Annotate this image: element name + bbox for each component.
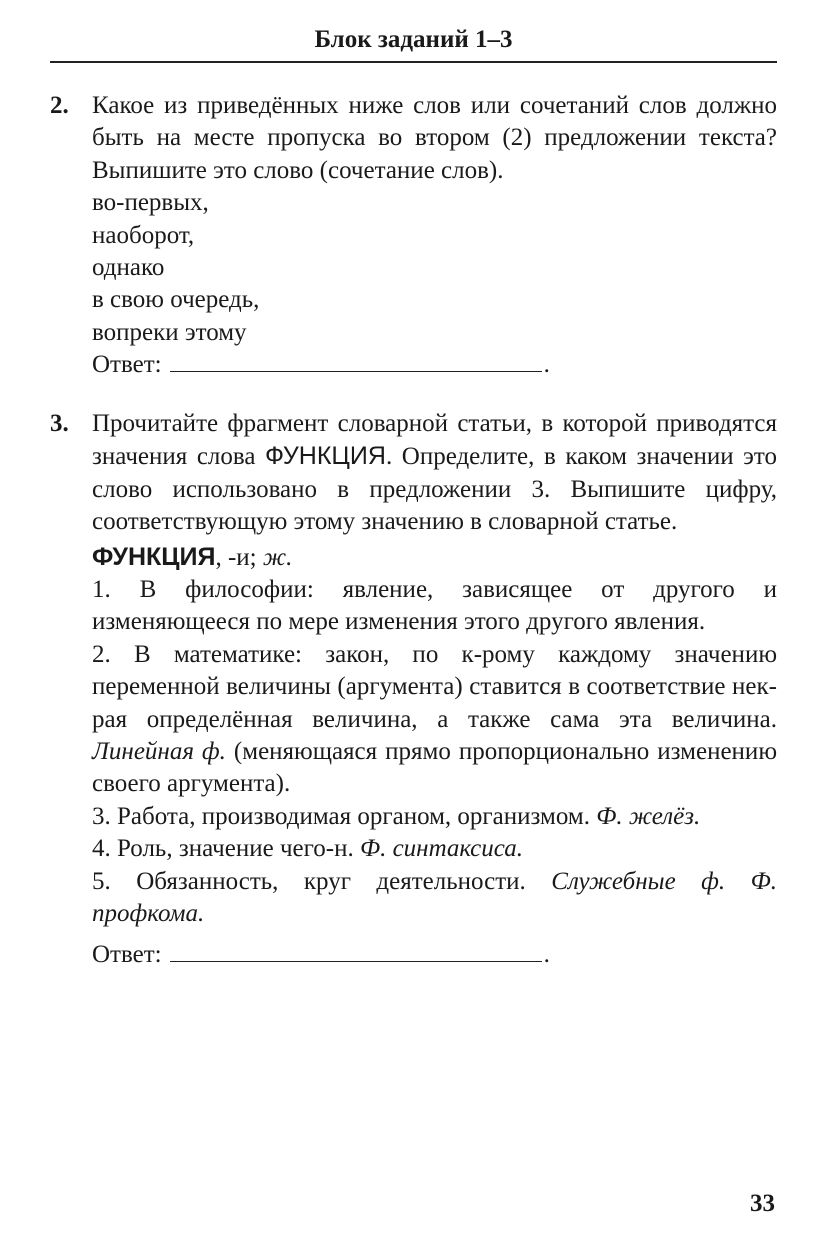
answer-field[interactable]: [170, 939, 542, 962]
meaning-2: [92, 639, 777, 801]
meaning-text: 3. Работа, производимая органом, организмом.: [92, 802, 597, 830]
task-2: [50, 90, 777, 382]
entry-grammar: , -и;: [215, 543, 263, 571]
option-item: наоборот,: [92, 221, 195, 249]
task-question: [92, 408, 777, 539]
entry-gender: ж.: [262, 543, 293, 571]
meaning-text: 4. Роль, значение чего-н.: [92, 835, 360, 863]
page-number: 33: [750, 1190, 775, 1217]
option-item: вопреки этому: [92, 318, 247, 346]
answer-end: .: [543, 351, 550, 379]
meaning-text: (меняющаяся прямо пропорционально изменению своего аргумента).: [92, 738, 777, 798]
answer-line: [92, 939, 777, 971]
task-3: [50, 408, 777, 971]
question-keyword: ФУНКЦИЯ: [265, 442, 386, 471]
option-item: в свою очередь,: [92, 286, 260, 314]
question-part: Прочитайте фрагмент словарной статьи, в которой приводятся значения слова: [92, 410, 777, 471]
meaning-4: [92, 833, 777, 865]
entry-word: ФУНКЦИЯ: [92, 542, 216, 571]
meaning-example: Служебные ф. Ф. профкома.: [92, 867, 777, 928]
answer-line: [92, 349, 777, 381]
option-item: во-первых,: [92, 189, 209, 217]
option-item: однако: [92, 254, 165, 282]
page-header: Блок заданий 1–3: [314, 26, 513, 53]
meaning-5: [92, 866, 777, 931]
meaning-example: Ф. синтаксиса.: [359, 835, 523, 863]
task-question: Какое из приведённых ниже слов или сочетаний слов должно быть на месте пропуска во втором (2) предложении текста? Выпишите это слово (сочетание слов).: [92, 92, 777, 184]
header-rule: [50, 61, 777, 63]
answer-end: .: [543, 940, 550, 968]
task-number: 3.: [50, 410, 69, 437]
meaning-text: 5. Обязанность, круг деятельности.: [92, 867, 552, 895]
answer-label: Ответ:: [92, 351, 162, 379]
meaning-1: [92, 574, 777, 639]
meaning-3: [92, 801, 777, 833]
meaning-example: Ф. желёз.: [596, 802, 701, 830]
question-part: . Определите, в каком значении это слово использовано в предложении 3. Выпишите цифру, соответствующую этому значению в словарной статье.: [92, 443, 778, 536]
task-number: 2.: [50, 92, 69, 119]
meaning-example: Линейная ф.: [92, 738, 226, 766]
answer-field[interactable]: [170, 349, 542, 372]
answer-label: Ответ:: [92, 940, 162, 968]
dictionary-entry-head: [92, 541, 777, 574]
meaning-text: 2. В математике: закон, по к-рому каждому значению переменной величины (аргумента) ставится в соответствие нек-рая определённая величина, а также сама эта величина.: [92, 640, 777, 733]
meaning-text: 1. В философии: явление, зависящее от другого и изменяющееся по мере изменения этого другого явления.: [92, 576, 777, 636]
